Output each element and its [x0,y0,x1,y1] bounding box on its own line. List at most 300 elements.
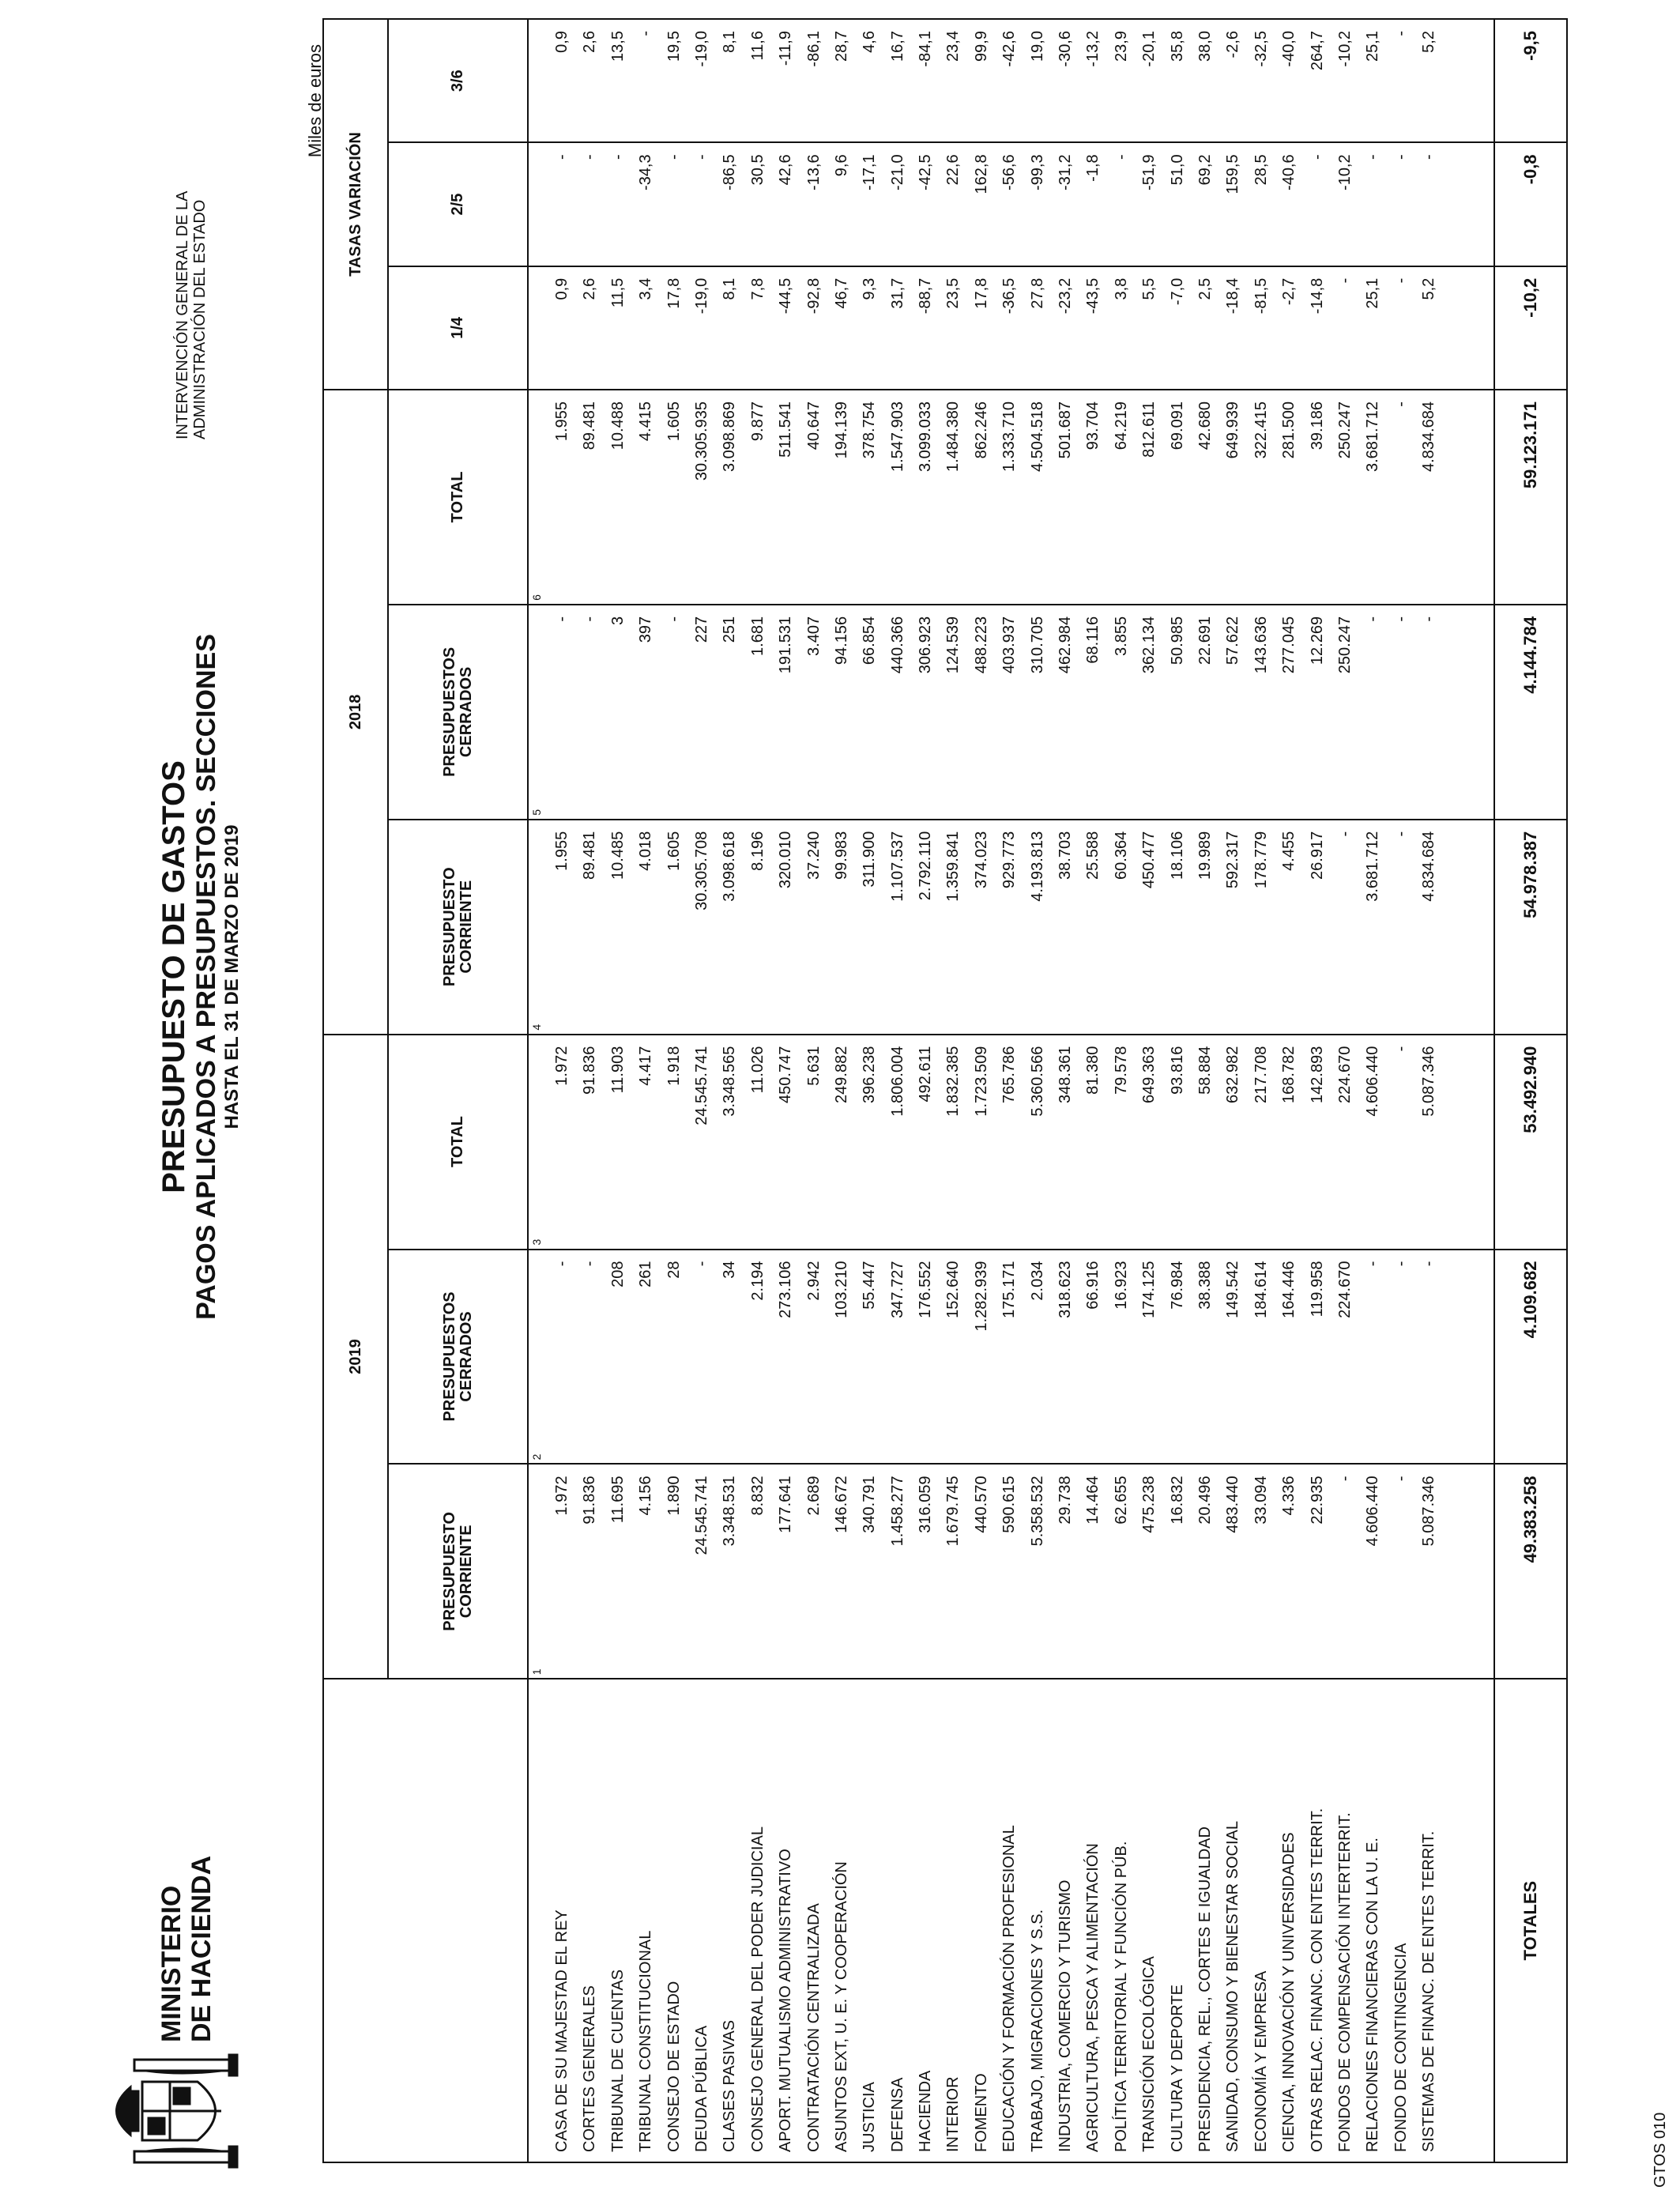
table-cell: 4.504.518 [1028,401,1046,473]
table-cell: 3.098.869 [721,401,739,473]
col-header-pcerr-2019: PRESUPUESTOS CERRADOS [388,1250,528,1465]
table-cell: 281.500 [1280,401,1298,459]
col-header-rate-3-6: 3/6 [388,19,528,142]
table-cell: 28,5 [1252,154,1270,186]
data-table [322,18,1568,2163]
table-cell: - [1392,1046,1410,1052]
table-cell: -44,5 [777,277,795,315]
table-cell: 66.854 [861,616,879,665]
table-cell: 94.156 [832,616,850,665]
table-cell: 99.983 [832,831,850,880]
table-cell: 862.246 [972,401,990,459]
table-cell: 322.415 [1252,401,1270,459]
table-cell: 397 [637,616,655,643]
table-cell: -1,8 [1084,154,1102,182]
table-cell: 18.106 [1168,831,1186,880]
table-cell: 3,8 [1112,277,1130,300]
section-name: POLÍTICA TERRITORIAL Y FUNCIÓN PÚB. [1112,1841,1130,2152]
section-name: CORTES GENERALES [581,1985,599,2152]
table-cell: - [637,31,655,36]
table-cell: 11,5 [608,277,627,308]
table-cell: -43,5 [1084,277,1102,315]
totals-r14: -10,2 [1494,266,1567,390]
table-cell: 93.704 [1084,401,1102,450]
table-cell: 16.923 [1112,1261,1130,1310]
table-cell: 175.171 [1000,1261,1019,1318]
table-cell: 17,8 [972,277,990,309]
table-cell: 31,7 [888,277,906,309]
column-c6 [528,390,1494,605]
table-cell: 19.989 [1196,831,1214,880]
table-cell: - [1392,1476,1410,1482]
table-cell: 25,1 [1364,277,1382,309]
section-name: HACIENDA [917,2070,935,2152]
table-cell: 2.689 [804,1476,823,1516]
table-cell: 812.611 [1140,401,1158,458]
section-name: FONDO DE CONTINGENCIA [1392,1943,1410,2152]
table-cell: 26.917 [1308,831,1326,880]
section-name: JUSTICIA [861,2082,879,2152]
table-cell: 8.832 [748,1476,767,1516]
table-cell: 64.219 [1112,401,1130,450]
section-name: TRIBUNAL DE CUENTAS [608,1969,627,2152]
group-2018: 2018 [323,390,388,1035]
table-cell: 1.806.004 [888,1046,906,1117]
table-cell: -81,5 [1252,277,1270,315]
table-cell: 8,1 [721,31,739,53]
section-name: CONTRATACIÓN CENTRALIZADA [804,1903,823,2152]
table-cell: 1.890 [665,1476,683,1516]
table-cell: -21,0 [888,154,906,190]
igae-line-2: ADMINISTRACIÓN DEL ESTADO [191,199,209,439]
table-cell: - [1392,831,1410,837]
table-cell: 1.107.537 [888,831,906,902]
table-body [528,19,1494,2162]
table-cell: 261 [637,1261,655,1287]
section-name: CIENCIA, INNOVACIÓN Y UNIVERSIDADES [1280,1832,1298,2152]
table-cell: -86,1 [804,31,823,67]
table-cell: 1.832.385 [944,1046,962,1117]
table-cell: 162,8 [972,154,990,194]
section-name: AGRICULTURA, PESCA Y ALIMENTACIÓN [1084,1843,1102,2152]
table-cell: - [1308,154,1326,160]
table-cell: 347.727 [888,1261,906,1318]
table-cell: 4.415 [637,401,655,442]
table-cell: 3.681.712 [1364,831,1382,902]
table-cell: - [553,154,571,160]
table-cell: 22,6 [944,154,962,186]
col-header-pcerr-2018: PRESUPUESTOS CERRADOS [388,605,528,820]
table-cell: -32,5 [1252,31,1270,67]
table-cell: -2,6 [1224,31,1242,58]
section-name: INTERIOR [944,2076,962,2152]
table-cell: - [1420,1261,1438,1267]
table-cell: 9.877 [748,401,767,442]
table-cell: 23,9 [1112,31,1130,62]
section-name: RELACIONES FINANCIERAS CON LA U. E. [1364,1838,1382,2152]
table-cell: 28,7 [832,31,850,62]
table-cell: 348.361 [1057,1046,1075,1103]
table-cell: 19,5 [665,31,683,62]
column-number: 5 [530,809,543,816]
table-cell: 224.670 [1335,1046,1354,1103]
section-name: TRIBUNAL CONSTITUCIONAL [637,1930,655,2152]
totals-label: TOTALES [1494,1679,1567,2162]
totals-c6: 59.123.171 [1494,390,1567,605]
table-cell: 4,6 [861,31,879,53]
table-cell: 164.446 [1280,1261,1298,1318]
table-cell: -7,0 [1168,277,1186,306]
table-cell: - [1392,154,1410,160]
table-cell: 38,0 [1196,31,1214,62]
section-name: CASA DE SU MAJESTAD EL REY [553,1909,571,2152]
table-cell: 11.026 [748,1046,767,1094]
section-name: DEUDA PÚBLICA [692,2025,710,2152]
table-cell: 590.615 [1000,1476,1019,1533]
section-name: DEFENSA [888,2077,906,2152]
igae-line-1: INTERVENCIÓN GENERAL DE LA [174,190,191,439]
column-c2 [528,1250,1494,1465]
table-cell: -17,1 [861,154,879,190]
table-cell: 29.738 [1057,1476,1075,1525]
table-cell: 25,1 [1364,31,1382,62]
table-cell: 119.958 [1308,1261,1326,1318]
table-cell: 11.695 [608,1476,627,1524]
table-cell: -10,2 [1335,31,1354,67]
table-cell: 5,2 [1420,277,1438,300]
table-cell: 16.832 [1168,1476,1186,1525]
table-cell: 1.681 [748,616,767,656]
table-cell: 251 [721,616,739,643]
table-cell: 1.359.841 [944,831,962,902]
table-cell: 2.792.110 [917,831,935,901]
table-cell: 320.010 [777,831,795,889]
table-cell: 1.955 [553,831,571,871]
table-cell: 19,0 [1028,31,1046,62]
table-cell: 4.193.813 [1028,831,1046,902]
table-cell: 28 [665,1261,683,1279]
table-cell: 2.194 [748,1261,767,1301]
col-header-rate-1-4: 1/4 [388,266,528,390]
table-cell: 1.972 [553,1476,571,1516]
table-cell: 1.282.939 [972,1261,990,1332]
table-cell: 51,0 [1168,154,1186,186]
table-cell: 177.641 [777,1476,795,1533]
table-cell: 4.834.684 [1420,401,1438,473]
table-cell: -30,6 [1057,31,1075,67]
table-cell: -14,8 [1308,277,1326,315]
table-cell: 3.407 [804,616,823,656]
table-cell: 57.622 [1224,616,1242,665]
table-cell: -84,1 [917,31,935,67]
table-cell: - [553,616,571,622]
table-cell: -40,0 [1280,31,1298,67]
table-cell: 11.903 [608,1046,627,1094]
table-cell: 91.836 [581,1476,599,1525]
table-cell: -2,7 [1280,277,1298,306]
table-cell: 3.855 [1112,616,1130,656]
table-cell: 69,2 [1196,154,1214,186]
table-cell: 9,6 [832,154,850,177]
table-cell: 5.631 [804,1046,823,1086]
section-name: CULTURA Y DEPORTE [1168,1985,1186,2152]
table-cell: 450.477 [1140,831,1158,889]
table-cell: - [665,154,683,160]
table-cell: 492.611 [917,1046,935,1103]
table-cell: 159,5 [1224,154,1242,194]
totals-r25: -0,8 [1494,142,1567,266]
table-cell: 10.485 [608,831,627,880]
table-cell: 81.380 [1084,1046,1102,1095]
sections-header-empty [323,1679,528,2162]
table-cell: 440.570 [972,1476,990,1533]
table-cell: - [1335,277,1354,284]
totals-c1: 49.383.258 [1494,1464,1567,1679]
group-rates: TASAS VARIACIÓN [323,19,388,390]
table-cell: -10,2 [1335,154,1354,190]
table-cell: 37.240 [804,831,823,880]
table-cell: -36,5 [1000,277,1019,315]
section-name: ECONOMÍA Y EMPRESA [1252,1970,1270,2152]
table-cell: 0,9 [553,31,571,53]
table-cell: -13,6 [804,154,823,190]
table-cell: 11,6 [748,31,767,61]
table-cell: 42.680 [1196,401,1214,450]
table-cell: 8,1 [721,277,739,300]
table-cell: 1.918 [665,1046,683,1086]
table-cell: 33.094 [1252,1476,1270,1525]
table-cell: - [1112,154,1130,160]
table-cell: 168.782 [1280,1046,1298,1103]
table-cell: 58.884 [1196,1046,1214,1095]
table-cell: 3.098.618 [721,831,739,902]
table-cell: 4.606.440 [1364,1046,1382,1117]
col-header-rate-2-5: 2/5 [388,142,528,266]
table-cell: 0,9 [553,277,571,300]
totals-row [1494,19,1567,2162]
table-cell: 5.087.346 [1420,1046,1438,1117]
table-cell: 23,4 [944,31,962,62]
table-cell: 38.703 [1057,831,1075,880]
table-cell: 1.484.380 [944,401,962,473]
table-cell: 5.358.532 [1028,1476,1046,1547]
table-cell: 4.336 [1280,1476,1298,1516]
table-cell: 30.305.708 [692,831,710,910]
table-cell: 310.705 [1028,616,1046,674]
col-header-pc-2018: PRESUPUESTO CORRIENTE [388,820,528,1035]
table-cell: 8.196 [748,831,767,871]
table-cell: 55.447 [861,1261,879,1310]
table-cell: 10.488 [608,401,627,450]
table-cell: 143.636 [1252,616,1270,674]
table-cell: 511.541 [777,401,795,458]
table-cell: 5,5 [1140,277,1158,300]
table-cell: 20.496 [1196,1476,1214,1525]
table-cell: 1.723.509 [972,1046,990,1117]
totals-c5: 4.144.784 [1494,605,1567,820]
table-cell: 4.156 [637,1476,655,1516]
totals-c2: 4.109.682 [1494,1250,1567,1465]
table-cell: 632.982 [1224,1046,1242,1103]
table-cell: 152.640 [944,1261,962,1318]
table-cell: 4.455 [1280,831,1298,871]
column-r14 [528,266,1494,390]
table-cell: -11,9 [777,31,795,66]
table-cell: 50.985 [1168,616,1186,665]
table-cell: 103.210 [832,1261,850,1318]
table-cell: 174.125 [1140,1261,1158,1318]
table-cell: - [1392,31,1410,36]
table-cell: -99,3 [1028,154,1046,190]
table-cell: 250.247 [1335,401,1354,459]
table-cell: 7,8 [748,277,767,300]
table-cell: 4.606.440 [1364,1476,1382,1547]
table-cell: 34 [721,1261,739,1279]
table-cell: 217.708 [1252,1046,1270,1103]
table-cell: - [1420,154,1438,160]
table-cell: -13,2 [1084,31,1102,67]
table-cell: - [581,1261,599,1267]
section-name: APORT. MUTUALISMO ADMINISTRATIVO [777,1849,795,2152]
table-cell: 316.059 [917,1476,935,1533]
table-cell: - [1392,616,1410,622]
table-cell: 462.984 [1057,616,1075,674]
table-cell: -92,8 [804,277,823,315]
table-cell: 4.834.684 [1420,831,1438,902]
table-cell: 264,7 [1308,31,1326,71]
table-cell: 60.364 [1112,831,1130,880]
table-cell: 3.348.531 [721,1476,739,1547]
table-cell: -19,0 [692,277,710,315]
table-cell: -19,0 [692,31,710,67]
title-line-2: PAGOS APLICADOS A PRESUPUESTOS. SECCIONES [191,634,221,1320]
table-cell: 3,4 [637,277,655,300]
table-cell: 649.939 [1224,401,1242,459]
table-cell: 30.305.935 [692,401,710,481]
table-cell: 89.481 [581,831,599,880]
column-number: 2 [530,1453,543,1461]
table-cell: 224.670 [1335,1261,1354,1318]
table-cell: 277.045 [1280,616,1298,674]
title-line-1: PRESUPUESTO DE GASTOS [156,760,191,1193]
table-cell: 99,9 [972,31,990,62]
section-name: SISTEMAS DE FINANC. DE ENTES TERRIT. [1420,1830,1438,2152]
igae-label [174,190,209,439]
section-name: SANIDAD, CONSUMO Y BIENESTAR SOCIAL [1224,1821,1242,2152]
table-cell: 38.388 [1196,1261,1214,1310]
section-name: PRESIDENCIA, REL., CORTES E IGUALDAD [1196,1826,1214,2152]
table-cell: 5,2 [1420,31,1438,53]
column-c5 [528,605,1494,820]
table-cell: - [1392,1261,1410,1267]
table-cell: 450.747 [777,1046,795,1103]
table-cell: - [1335,1476,1354,1482]
table-cell: 22.935 [1308,1476,1326,1525]
table-cell: - [608,154,627,160]
table-cell: 273.106 [777,1261,795,1318]
totals-r36: -9,5 [1494,19,1567,142]
title-line-3: HASTA EL 31 DE MARZO DE 2019 [221,824,243,1129]
group-2019: 2019 [323,1035,388,1679]
table-cell: 208 [608,1261,627,1287]
table-cell: 62.655 [1112,1476,1130,1525]
table-cell: 488.223 [972,616,990,674]
table-cell: 23,5 [944,277,962,309]
table-cell: 1.605 [665,401,683,442]
units-label: Miles de euros [305,44,325,158]
table-cell: 306.923 [917,616,935,674]
table-cell: 191.531 [777,616,795,674]
table-cell: 396.238 [861,1046,879,1103]
table-cell: 25.588 [1084,831,1102,880]
column-c1 [528,1464,1494,1679]
table-cell: -40,6 [1280,154,1298,190]
table-cell: 5.087.346 [1420,1476,1438,1547]
table-cell: 3.681.712 [1364,401,1382,473]
table-cell: -56,6 [1000,154,1019,190]
table-cell: 1.458.277 [888,1476,906,1547]
section-name: ASUNTOS EXT, U. E. Y COOPERACIÓN [832,1861,850,2152]
table-cell: 24.545.741 [692,1476,710,1555]
section-name: CONSEJO DE ESTADO [665,1981,683,2152]
table-cell: 17,8 [665,277,683,309]
section-name: CLASES PASIVAS [721,2019,739,2152]
table-cell: 2.034 [1028,1261,1046,1301]
table-cell: - [1392,277,1410,284]
table-cell: 475.238 [1140,1476,1158,1533]
table-cell: -31,2 [1057,154,1075,190]
table-cell: 149.542 [1224,1261,1242,1318]
table-cell: - [553,1261,571,1267]
table-cell: 1.679.745 [944,1476,962,1547]
ministry-line-1: MINISTERIO [156,1885,186,2042]
column-number: 3 [530,1238,543,1246]
table-cell: 4.018 [637,831,655,871]
table-cell: 403.937 [1000,616,1019,674]
table-cell: 39.186 [1308,401,1326,450]
table-cell: - [1364,154,1382,160]
table-cell: 1.972 [553,1046,571,1086]
section-names-column [528,1679,1494,2162]
table-cell: 3.348.565 [721,1046,739,1117]
table-cell: -18,4 [1224,277,1242,315]
table-cell: -20,1 [1140,31,1158,67]
table-cell: 378.754 [861,401,879,459]
table-cell: 14.464 [1084,1476,1102,1525]
table-cell: 9,3 [861,277,879,300]
table-cell: - [692,154,710,160]
table-cell: 93.816 [1168,1046,1186,1095]
report-title [156,503,243,1451]
table-cell: 362.134 [1140,616,1158,674]
table-cell: 76.984 [1168,1261,1186,1310]
column-number: 6 [530,594,543,601]
table-cell: 2,5 [1196,277,1214,300]
table-cell: 3.099.033 [917,401,935,473]
ministry-line-2: DE HACIENDA [186,1855,217,2042]
section-name: EDUCACIÓN Y FORMACIÓN PROFESIONAL [1000,1825,1019,2152]
table-cell: 27,8 [1028,277,1046,309]
col-header-pc-2019: PRESUPUESTO CORRIENTE [388,1464,528,1679]
table-cell: 142.893 [1308,1046,1326,1103]
footer-code: GTOS 010 [1652,2112,1669,2188]
table-cell: 374.023 [972,831,990,889]
column-number: 4 [530,1023,543,1031]
table-cell: 2.942 [804,1261,823,1301]
table-cell: 79.578 [1112,1046,1130,1095]
column-r36 [528,19,1494,142]
table-cell: 35,8 [1168,31,1186,62]
